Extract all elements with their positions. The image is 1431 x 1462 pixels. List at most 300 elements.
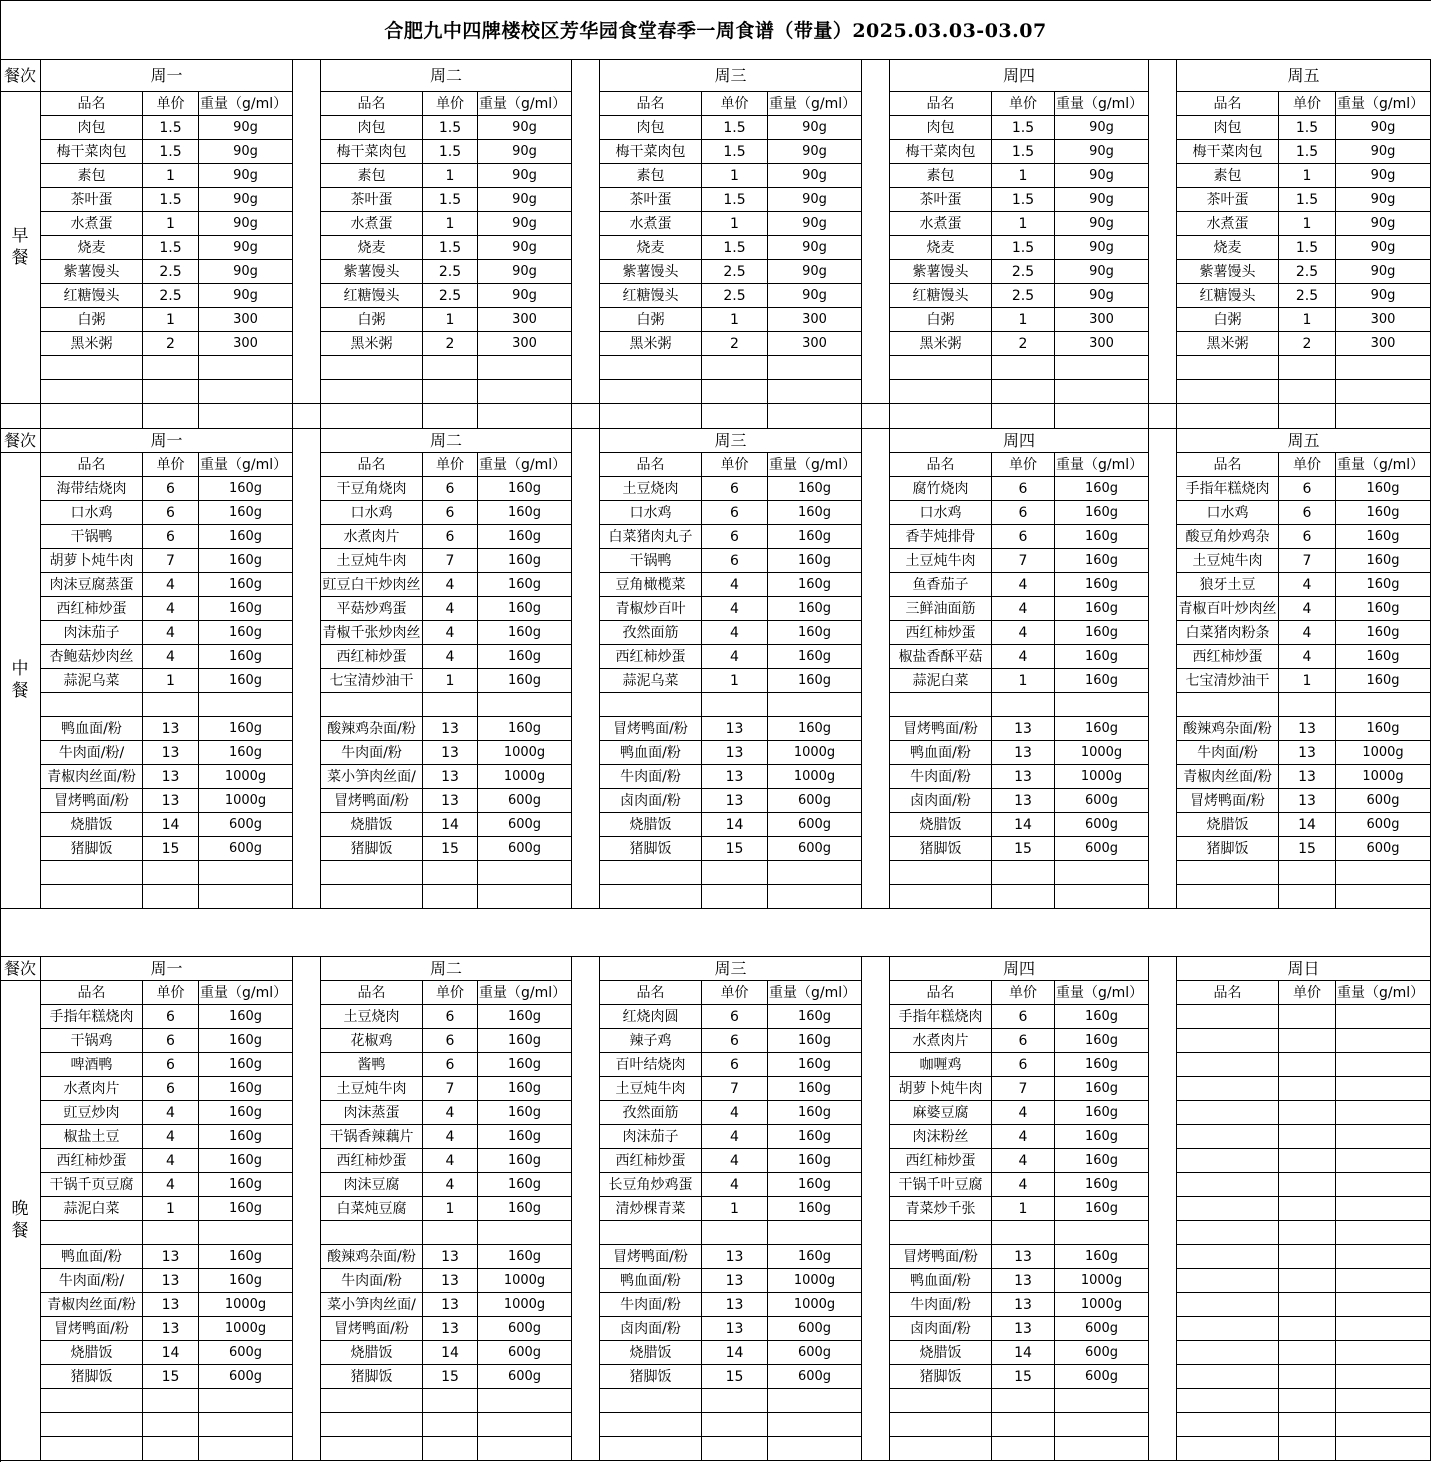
dish-price: 1.5 bbox=[702, 140, 768, 164]
dish-weight: 1000g bbox=[478, 1269, 572, 1293]
dish-weight: 300 bbox=[1055, 332, 1149, 356]
dish-price: 4 bbox=[143, 1101, 199, 1125]
dish-weight: 300 bbox=[1336, 308, 1431, 332]
dish-weight: 90g bbox=[1336, 140, 1431, 164]
dish-price: 1 bbox=[992, 1197, 1055, 1221]
dish-price: 13 bbox=[423, 1269, 478, 1293]
dish-name bbox=[1177, 1365, 1279, 1389]
dish-name: 西红柿炒蛋 bbox=[321, 645, 423, 669]
dish-weight bbox=[768, 885, 862, 909]
dish-name bbox=[890, 356, 992, 380]
dish-price: 4 bbox=[423, 1101, 478, 1125]
dish-weight: 300 bbox=[1336, 332, 1431, 356]
dish-price bbox=[1279, 1389, 1336, 1413]
dish-name: 青椒千张炒肉丝 bbox=[321, 621, 423, 645]
dish-name bbox=[321, 861, 423, 885]
dish-name: 牛肉面/粉 bbox=[890, 765, 992, 789]
col-header-name: 品名 bbox=[41, 92, 143, 116]
dish-name: 菜小笋肉丝面/ bbox=[321, 765, 423, 789]
dish-name bbox=[1177, 693, 1279, 717]
dish-price: 1 bbox=[143, 1197, 199, 1221]
dish-weight: 600g bbox=[768, 837, 862, 861]
dish-name: 烧麦 bbox=[890, 236, 992, 260]
dish-name: 黑米粥 bbox=[890, 332, 992, 356]
dish-weight: 160g bbox=[768, 1101, 862, 1125]
dish-name: 酸辣鸡杂面/粉 bbox=[321, 717, 423, 741]
spacer-cell bbox=[1279, 404, 1336, 429]
dish-price: 4 bbox=[1279, 645, 1336, 669]
dish-price: 15 bbox=[423, 837, 478, 861]
col-header-weight: 重量（g/ml） bbox=[478, 92, 572, 116]
dish-name: 腐竹烧肉 bbox=[890, 477, 992, 501]
dish-weight: 90g bbox=[768, 140, 862, 164]
dish-name bbox=[321, 1389, 423, 1413]
meal-label: 餐次 bbox=[0, 429, 41, 453]
dish-name: 烧麦 bbox=[1177, 236, 1279, 260]
day-header: 周五 bbox=[1177, 429, 1431, 453]
dish-price: 1.5 bbox=[423, 140, 478, 164]
dish-name bbox=[41, 1389, 143, 1413]
dish-weight bbox=[1336, 1365, 1431, 1389]
col-header-price: 单价 bbox=[1279, 981, 1336, 1005]
dish-price bbox=[702, 1389, 768, 1413]
dish-name bbox=[600, 693, 702, 717]
dish-price: 1.5 bbox=[423, 116, 478, 140]
dish-name: 猪脚饭 bbox=[321, 837, 423, 861]
spacer-row bbox=[0, 909, 1431, 957]
dish-name: 烧麦 bbox=[600, 236, 702, 260]
col-header-weight: 重量（g/ml） bbox=[199, 453, 293, 477]
dish-weight: 160g bbox=[1055, 477, 1149, 501]
spacer-column bbox=[1149, 60, 1177, 404]
col-header-price: 单价 bbox=[992, 981, 1055, 1005]
dish-weight: 160g bbox=[199, 477, 293, 501]
dish-name: 长豆角炒鸡蛋 bbox=[600, 1173, 702, 1197]
dish-weight: 90g bbox=[199, 236, 293, 260]
dish-name: 干锅香辣藕片 bbox=[321, 1125, 423, 1149]
dish-name: 卤肉面/粉 bbox=[890, 1317, 992, 1341]
dish-name: 口水鸡 bbox=[41, 501, 143, 525]
dish-price: 1.5 bbox=[702, 236, 768, 260]
dish-weight bbox=[1336, 1389, 1431, 1413]
dish-weight: 600g bbox=[1336, 837, 1431, 861]
dish-price: 6 bbox=[1279, 525, 1336, 549]
dish-weight: 160g bbox=[1336, 549, 1431, 573]
dish-price bbox=[423, 356, 478, 380]
dish-name bbox=[600, 885, 702, 909]
dish-price bbox=[702, 693, 768, 717]
col-header-name: 品名 bbox=[890, 981, 992, 1005]
dish-weight: 160g bbox=[768, 1245, 862, 1269]
dish-price: 4 bbox=[992, 597, 1055, 621]
dish-name: 猪脚饭 bbox=[600, 1365, 702, 1389]
dish-name: 豇豆白干炒肉丝 bbox=[321, 573, 423, 597]
dish-price: 4 bbox=[992, 1173, 1055, 1197]
dish-weight: 90g bbox=[478, 140, 572, 164]
dish-price: 15 bbox=[423, 1365, 478, 1389]
dish-name: 冒烤鸭面/粉 bbox=[321, 789, 423, 813]
dish-name: 蒜泥乌菜 bbox=[41, 669, 143, 693]
dish-weight: 160g bbox=[1336, 525, 1431, 549]
dish-name: 烧腊饭 bbox=[1177, 813, 1279, 837]
dish-price: 7 bbox=[992, 1077, 1055, 1101]
dish-name: 烧腊饭 bbox=[321, 1341, 423, 1365]
dish-name bbox=[890, 885, 992, 909]
dish-weight: 160g bbox=[768, 1197, 862, 1221]
dish-price bbox=[1279, 1365, 1336, 1389]
dish-name bbox=[1177, 380, 1279, 404]
dish-name: 牛肉面/粉/ bbox=[41, 741, 143, 765]
dish-weight bbox=[478, 885, 572, 909]
dish-name bbox=[1177, 356, 1279, 380]
dish-price: 13 bbox=[702, 717, 768, 741]
dish-name bbox=[321, 1437, 423, 1461]
col-header-weight: 重量（g/ml） bbox=[1055, 453, 1149, 477]
dish-price bbox=[1279, 356, 1336, 380]
dish-price: 6 bbox=[423, 1053, 478, 1077]
dish-weight: 160g bbox=[478, 1125, 572, 1149]
dish-weight: 90g bbox=[1336, 188, 1431, 212]
dish-weight: 90g bbox=[768, 116, 862, 140]
dish-name: 猪脚饭 bbox=[890, 1365, 992, 1389]
dish-price bbox=[1279, 1005, 1336, 1029]
dish-price bbox=[1279, 1245, 1336, 1269]
dish-weight: 160g bbox=[1055, 597, 1149, 621]
dish-weight: 160g bbox=[1336, 501, 1431, 525]
spacer-cell bbox=[0, 404, 41, 429]
dish-name: 三鲜油面筋 bbox=[890, 597, 992, 621]
dish-price bbox=[143, 861, 199, 885]
dish-price: 6 bbox=[992, 1029, 1055, 1053]
col-header-price: 单价 bbox=[423, 981, 478, 1005]
dish-weight: 160g bbox=[199, 1005, 293, 1029]
dish-name: 肉包 bbox=[41, 116, 143, 140]
dish-price: 6 bbox=[143, 477, 199, 501]
dish-price: 13 bbox=[423, 789, 478, 813]
dish-price: 1 bbox=[143, 669, 199, 693]
day-header: 周四 bbox=[890, 429, 1149, 453]
dish-name: 青椒肉丝面/粉 bbox=[41, 1293, 143, 1317]
dish-weight: 160g bbox=[478, 1245, 572, 1269]
dish-name: 酸辣鸡杂面/粉 bbox=[1177, 717, 1279, 741]
dish-price: 13 bbox=[1279, 717, 1336, 741]
dish-weight bbox=[199, 693, 293, 717]
spacer-column bbox=[1149, 429, 1177, 909]
dish-name bbox=[890, 380, 992, 404]
dish-price bbox=[992, 1437, 1055, 1461]
dish-weight: 1000g bbox=[1055, 1293, 1149, 1317]
dish-name: 土豆炖牛肉 bbox=[321, 549, 423, 573]
dish-price: 13 bbox=[992, 765, 1055, 789]
dish-name: 紫薯馒头 bbox=[321, 260, 423, 284]
dish-weight: 90g bbox=[478, 236, 572, 260]
dish-name: 青椒炒百叶 bbox=[600, 597, 702, 621]
dish-price: 13 bbox=[992, 789, 1055, 813]
dish-name: 酸辣鸡杂面/粉 bbox=[321, 1245, 423, 1269]
dish-name: 百叶结烧肉 bbox=[600, 1053, 702, 1077]
dish-name: 冒烤鸭面/粉 bbox=[321, 1317, 423, 1341]
dish-weight bbox=[1336, 693, 1431, 717]
dish-weight: 160g bbox=[768, 1149, 862, 1173]
dish-weight bbox=[768, 1413, 862, 1437]
dish-weight bbox=[1336, 1293, 1431, 1317]
dish-name: 酸豆角炒鸡杂 bbox=[1177, 525, 1279, 549]
dish-price: 1.5 bbox=[1279, 140, 1336, 164]
dish-name: 西红柿炒蛋 bbox=[321, 1149, 423, 1173]
dish-price: 14 bbox=[702, 1341, 768, 1365]
dish-price: 2.5 bbox=[702, 260, 768, 284]
dish-name: 杏鲍菇炒肉丝 bbox=[41, 645, 143, 669]
dish-weight: 600g bbox=[1055, 1365, 1149, 1389]
dish-name: 鱼香茄子 bbox=[890, 573, 992, 597]
dish-name: 梅干菜肉包 bbox=[321, 140, 423, 164]
col-header-name: 品名 bbox=[600, 981, 702, 1005]
dish-weight bbox=[1336, 1125, 1431, 1149]
dish-name bbox=[321, 356, 423, 380]
dish-weight bbox=[1336, 1149, 1431, 1173]
dish-price: 14 bbox=[1279, 813, 1336, 837]
dish-price bbox=[702, 1413, 768, 1437]
spacer-column bbox=[1149, 957, 1177, 1461]
dish-weight: 160g bbox=[199, 525, 293, 549]
dish-weight: 160g bbox=[199, 1101, 293, 1125]
dish-weight: 160g bbox=[768, 645, 862, 669]
dish-name bbox=[321, 693, 423, 717]
dish-price: 1 bbox=[992, 669, 1055, 693]
dish-price bbox=[702, 861, 768, 885]
dish-price: 1 bbox=[423, 669, 478, 693]
dish-name: 牛肉面/粉 bbox=[600, 765, 702, 789]
dish-name: 黑米粥 bbox=[321, 332, 423, 356]
dish-weight: 90g bbox=[1336, 236, 1431, 260]
dish-name: 手指年糕烧肉 bbox=[890, 1005, 992, 1029]
dish-price: 14 bbox=[143, 1341, 199, 1365]
dish-weight: 160g bbox=[199, 1077, 293, 1101]
dish-price bbox=[423, 861, 478, 885]
spacer-cell bbox=[478, 404, 572, 429]
dish-weight: 90g bbox=[1336, 212, 1431, 236]
dish-weight bbox=[768, 1437, 862, 1461]
dish-weight: 90g bbox=[199, 164, 293, 188]
dish-name: 七宝清炒油干 bbox=[1177, 669, 1279, 693]
dish-price: 6 bbox=[702, 501, 768, 525]
dish-price: 13 bbox=[423, 1317, 478, 1341]
dish-name: 紫薯馒头 bbox=[41, 260, 143, 284]
col-header-name: 品名 bbox=[600, 92, 702, 116]
spacer-column bbox=[862, 60, 890, 404]
dish-price: 4 bbox=[1279, 621, 1336, 645]
dish-name bbox=[890, 861, 992, 885]
dish-weight bbox=[1055, 1437, 1149, 1461]
dish-name: 水煮肉片 bbox=[321, 525, 423, 549]
dish-weight: 160g bbox=[1055, 525, 1149, 549]
dish-weight: 160g bbox=[199, 573, 293, 597]
dish-price: 13 bbox=[423, 765, 478, 789]
dish-name: 豇豆炒肉 bbox=[41, 1101, 143, 1125]
dish-weight: 160g bbox=[478, 717, 572, 741]
dish-price: 2.5 bbox=[423, 284, 478, 308]
dish-name: 肉包 bbox=[890, 116, 992, 140]
dish-name: 水煮蛋 bbox=[41, 212, 143, 236]
dish-weight: 160g bbox=[768, 669, 862, 693]
dish-name: 烧腊饭 bbox=[890, 1341, 992, 1365]
dish-weight bbox=[1336, 1269, 1431, 1293]
dish-weight bbox=[199, 1221, 293, 1245]
dish-weight bbox=[768, 693, 862, 717]
dish-name: 手指年糕烧肉 bbox=[41, 1005, 143, 1029]
dish-price: 4 bbox=[423, 597, 478, 621]
dish-weight: 600g bbox=[478, 813, 572, 837]
dish-weight: 600g bbox=[199, 1365, 293, 1389]
dish-price: 14 bbox=[702, 813, 768, 837]
dish-name: 青菜炒千张 bbox=[890, 1197, 992, 1221]
col-header-price: 单价 bbox=[702, 453, 768, 477]
dish-price: 14 bbox=[992, 813, 1055, 837]
dish-name: 干锅鸭 bbox=[600, 549, 702, 573]
meal-label: 餐次 bbox=[0, 60, 41, 92]
dish-price: 1.5 bbox=[423, 236, 478, 260]
dish-price: 1.5 bbox=[992, 188, 1055, 212]
dish-price: 14 bbox=[143, 813, 199, 837]
dish-weight: 1000g bbox=[478, 1293, 572, 1317]
meal-name-char: 餐 bbox=[11, 247, 29, 268]
day-header: 周二 bbox=[321, 957, 572, 981]
col-header-weight: 重量（g/ml） bbox=[1336, 92, 1431, 116]
dish-name: 卤肉面/粉 bbox=[600, 1317, 702, 1341]
dish-price bbox=[143, 1413, 199, 1437]
dish-price: 1.5 bbox=[143, 116, 199, 140]
dish-name: 啤酒鸭 bbox=[41, 1053, 143, 1077]
dish-weight: 160g bbox=[1055, 621, 1149, 645]
dish-price: 4 bbox=[423, 573, 478, 597]
dish-name: 肉沫豆腐蒸蛋 bbox=[41, 573, 143, 597]
dish-name: 卤肉面/粉 bbox=[600, 789, 702, 813]
dish-name bbox=[890, 1221, 992, 1245]
dish-name bbox=[1177, 1029, 1279, 1053]
dish-weight: 160g bbox=[1055, 1077, 1149, 1101]
dish-weight bbox=[1055, 693, 1149, 717]
spacer-cell bbox=[1055, 404, 1149, 429]
dish-name bbox=[321, 1221, 423, 1245]
dish-name: 椒盐土豆 bbox=[41, 1125, 143, 1149]
dish-weight: 600g bbox=[1055, 837, 1149, 861]
dish-weight: 160g bbox=[478, 1029, 572, 1053]
dish-name: 青椒百叶炒肉丝 bbox=[1177, 597, 1279, 621]
dish-weight: 160g bbox=[199, 501, 293, 525]
dish-weight: 160g bbox=[478, 1197, 572, 1221]
dish-price: 1 bbox=[702, 669, 768, 693]
dish-weight: 600g bbox=[199, 813, 293, 837]
dish-name: 青椒肉丝面/粉 bbox=[41, 765, 143, 789]
dish-price: 13 bbox=[143, 1317, 199, 1341]
dish-name: 牛肉面/粉 bbox=[600, 1293, 702, 1317]
dish-name: 肉沫茄子 bbox=[600, 1125, 702, 1149]
dish-price bbox=[1279, 1317, 1336, 1341]
dish-weight bbox=[199, 885, 293, 909]
dish-price: 13 bbox=[1279, 741, 1336, 765]
dish-weight bbox=[1055, 1413, 1149, 1437]
dish-weight: 160g bbox=[1055, 1197, 1149, 1221]
dish-price: 2 bbox=[702, 332, 768, 356]
dish-name: 牛肉面/粉 bbox=[321, 1269, 423, 1293]
dish-price: 1 bbox=[143, 308, 199, 332]
dish-name: 猪脚饭 bbox=[600, 837, 702, 861]
dish-weight: 1000g bbox=[199, 1317, 293, 1341]
dish-price bbox=[992, 380, 1055, 404]
spacer-column bbox=[862, 429, 890, 909]
col-header-name: 品名 bbox=[1177, 981, 1279, 1005]
dish-price: 1 bbox=[702, 308, 768, 332]
dish-name bbox=[1177, 1413, 1279, 1437]
spacer-cell bbox=[890, 404, 992, 429]
dish-name bbox=[1177, 1053, 1279, 1077]
dish-price: 13 bbox=[702, 1269, 768, 1293]
dish-name bbox=[1177, 861, 1279, 885]
dish-weight: 600g bbox=[478, 1317, 572, 1341]
spacer-cell bbox=[1149, 404, 1177, 429]
dish-name: 素包 bbox=[600, 164, 702, 188]
col-header-name: 品名 bbox=[600, 453, 702, 477]
col-header-price: 单价 bbox=[1279, 92, 1336, 116]
dish-price: 4 bbox=[143, 1149, 199, 1173]
dish-price: 14 bbox=[423, 813, 478, 837]
dish-weight bbox=[1336, 1197, 1431, 1221]
dish-price: 13 bbox=[143, 1293, 199, 1317]
dish-price bbox=[143, 1437, 199, 1461]
dish-name: 冒烤鸭面/粉 bbox=[600, 1245, 702, 1269]
dish-name bbox=[41, 1437, 143, 1461]
dish-name: 烧腊饭 bbox=[321, 813, 423, 837]
dish-weight: 90g bbox=[478, 188, 572, 212]
dish-price bbox=[423, 1389, 478, 1413]
day-header: 周一 bbox=[41, 429, 293, 453]
dish-name bbox=[321, 885, 423, 909]
spacer-column bbox=[572, 429, 600, 909]
dish-price bbox=[992, 885, 1055, 909]
dish-weight: 160g bbox=[768, 1053, 862, 1077]
dish-name: 干锅千叶豆腐 bbox=[890, 1173, 992, 1197]
dish-name bbox=[1177, 1269, 1279, 1293]
spacer-cell bbox=[199, 404, 293, 429]
day-header: 周二 bbox=[321, 60, 572, 92]
dish-name: 海带结烧肉 bbox=[41, 477, 143, 501]
day-header: 周三 bbox=[600, 60, 862, 92]
dish-price: 15 bbox=[143, 1365, 199, 1389]
col-header-weight: 重量（g/ml） bbox=[1055, 981, 1149, 1005]
dish-price: 6 bbox=[702, 1053, 768, 1077]
dish-name bbox=[890, 1389, 992, 1413]
dish-price: 1.5 bbox=[992, 236, 1055, 260]
dish-weight: 600g bbox=[478, 1365, 572, 1389]
dish-weight: 90g bbox=[768, 284, 862, 308]
dish-name: 干锅鸡 bbox=[41, 1029, 143, 1053]
spacer-cell bbox=[143, 404, 199, 429]
dish-price bbox=[423, 1413, 478, 1437]
dish-price: 7 bbox=[143, 549, 199, 573]
dish-price: 13 bbox=[702, 789, 768, 813]
dish-price: 4 bbox=[143, 1125, 199, 1149]
dish-price: 2.5 bbox=[143, 260, 199, 284]
dish-name: 土豆烧肉 bbox=[321, 1005, 423, 1029]
dish-price: 1.5 bbox=[992, 116, 1055, 140]
dish-weight: 160g bbox=[199, 1173, 293, 1197]
dish-price: 7 bbox=[1279, 549, 1336, 573]
dish-price: 7 bbox=[423, 1077, 478, 1101]
spacer-cell bbox=[293, 404, 321, 429]
dish-name: 西红柿炒蛋 bbox=[890, 621, 992, 645]
dish-weight: 600g bbox=[768, 789, 862, 813]
spacer-cell bbox=[41, 404, 143, 429]
